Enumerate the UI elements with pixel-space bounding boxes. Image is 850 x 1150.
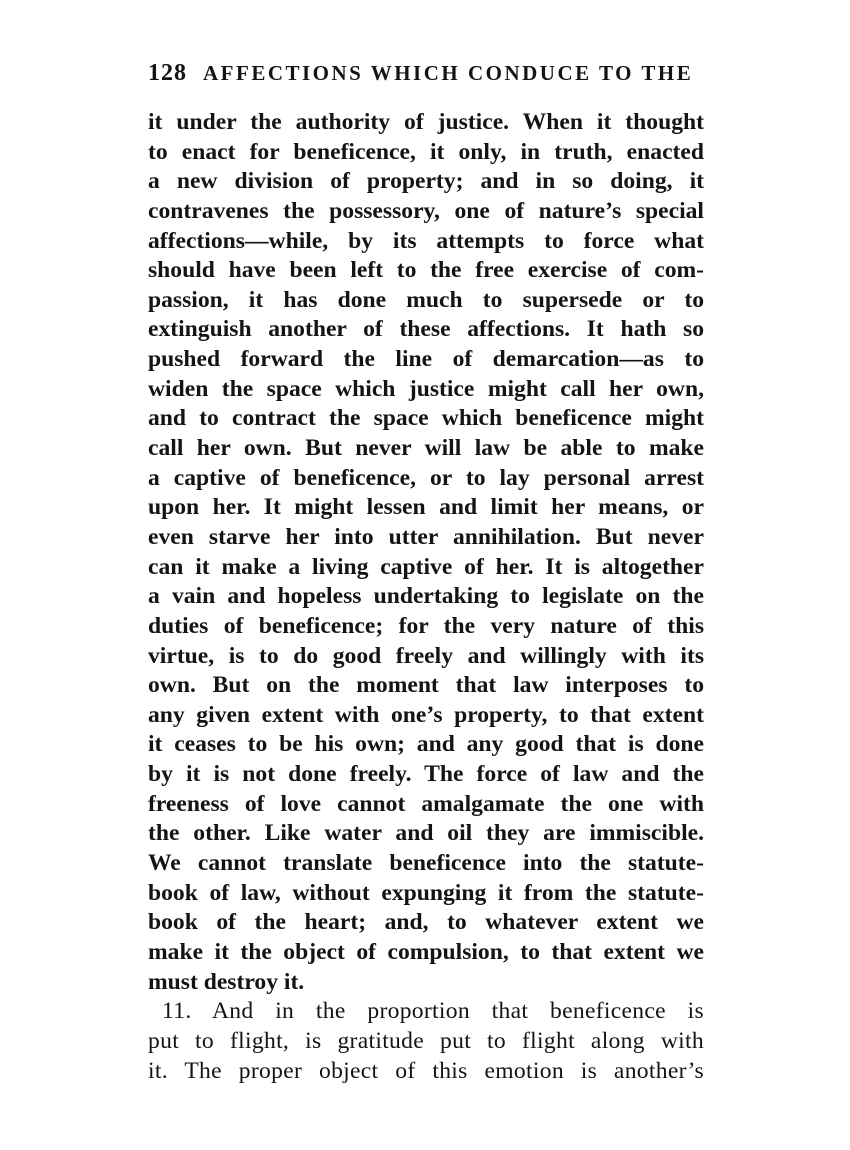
text-line: and to contract the space which beneficence might: [148, 405, 704, 432]
text-line: widen the space which justice might call her own,: [148, 375, 704, 402]
text-line: pushed forward the line of demarcation—as to: [148, 346, 704, 373]
text-line: duties of beneficence; for the very nature of this: [148, 612, 704, 639]
text-line: it under the authority of justice. When it thought: [148, 109, 704, 135]
text-line: make it the object of compulsion, to that extent we: [148, 938, 704, 965]
text-line: passion, it has done much to supersede or to: [148, 286, 704, 313]
text-line: upon her. It might lessen and limit her means, or: [148, 494, 704, 521]
text-line: any given extent with one’s property, to that extent: [148, 701, 704, 728]
text-line: We cannot translate beneficence into the statute-: [148, 850, 704, 877]
text-line: virtue, is to do good freely and willingly with its: [148, 642, 704, 669]
running-head: [148, 60, 708, 90]
text-line: to enact for beneficence, it only, in truth, enacted: [148, 138, 704, 165]
body-text: [148, 108, 704, 1086]
text-line: contravenes the possessory, one of nature’s special: [148, 197, 704, 224]
text-line: even starve her into utter annihilation. But never: [148, 523, 704, 550]
text-line: a vain and hopeless undertaking to legislate on the: [148, 583, 704, 610]
text-line: it ceases to be his own; and any good that is done: [148, 731, 704, 758]
text-line: extinguish another of these affections. It hath so: [148, 316, 704, 343]
running-title: AFFECTIONS WHICH CONDUCE TO THE: [203, 61, 694, 85]
text-line: it. The proper object of this emotion is another’s: [148, 1057, 704, 1084]
text-line: call her own. But never will law be able to make: [148, 435, 704, 462]
text-line: freeness of love cannot amalgamate the one with: [148, 790, 704, 817]
text-line: by it is not done freely. The force of law and the: [148, 761, 704, 788]
text-line: book of law, without expunging it from the statute-: [148, 879, 704, 906]
page-number: 128: [148, 60, 187, 86]
text-line: 11. And in the proportion that beneficence is: [162, 998, 704, 1025]
text-line: a new division of property; and in so doing, it: [148, 168, 704, 195]
text-line: must destroy it.: [148, 968, 305, 995]
text-line: the other. Like water and oil they are immiscible.: [148, 820, 704, 847]
text-line: put to flight, is gratitude put to flight along with: [148, 1027, 704, 1054]
text-line: can it make a living captive of her. It is altogether: [148, 553, 704, 580]
text-line: should have been left to the free exercise of com-: [148, 257, 704, 284]
text-line: book of the heart; and, to whatever extent we: [148, 909, 704, 936]
text-line: own. But on the moment that law interposes to: [148, 672, 704, 699]
text-line: a captive of beneficence, or to lay personal arrest: [148, 464, 704, 491]
text-line: affections—while, by its attempts to force what: [148, 227, 704, 254]
